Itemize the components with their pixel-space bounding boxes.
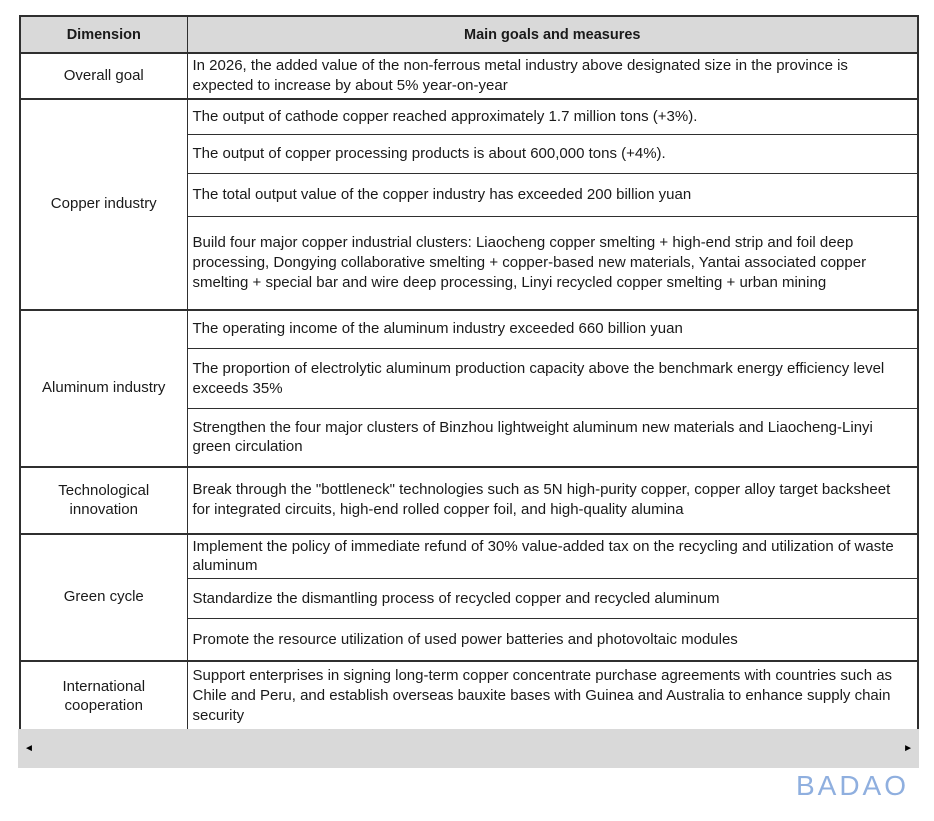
table-row [20,467,918,534]
horizontal-scrollbar[interactable] [18,729,919,768]
dimension-cell-international-cooperation: International cooperation [20,661,187,732]
measure-cell: The proportion of electrolytic aluminum production capacity above the benchmark energy efficiency level exceeds 35% [187,349,918,409]
measure-cell: Strengthen the four major clusters of Binzhou lightweight aluminum new materials and Liaocheng-Linyi green circulation [187,409,918,467]
table-row [20,661,918,732]
measure-cell: The output of copper processing products is about 600,000 tons (+4%). [187,135,918,174]
table-header-row [20,16,918,53]
table-row [20,99,918,135]
measure-cell: Support enterprises in signing long-term copper concentrate purchase agreements with countries such as Chile and Peru, and establish overseas bauxite bases with Guinea and Australia to enhance supply chain security [187,661,918,732]
scroll-right-arrow-icon[interactable]: ► [903,742,913,754]
table-row [20,53,918,99]
dimension-cell-overall-goal: Overall goal [20,53,187,99]
scroll-left-arrow-icon[interactable]: ◄ [24,742,34,754]
goals-table [19,15,919,733]
table-header-dimension: Dimension [20,16,187,53]
table-header-measures: Main goals and measures [187,16,918,53]
dimension-cell-copper-industry: Copper industry [20,99,187,310]
dimension-cell-green-cycle: Green cycle [20,534,187,661]
measure-cell: Build four major copper industrial clusters: Liaocheng copper smelting + high-end strip and foil deep processing, Dongying collaborative smelting + copper-based new materials, Yantai associated copper smelting + special bar and wire deep processing, Linyi recycled copper smelting + urban mining [187,217,918,310]
badao-watermark: BADAO [795,770,909,801]
measure-cell: The output of cathode copper reached approximately 1.7 million tons (+3%). [187,99,918,135]
measure-cell: Promote the resource utilization of used power batteries and photovoltaic modules [187,619,918,661]
measure-cell: Implement the policy of immediate refund of 30% value-added tax on the recycling and utilization of waste aluminum [187,534,918,579]
dimension-cell-aluminum-industry: Aluminum industry [20,310,187,467]
measure-cell: In 2026, the added value of the non-ferrous metal industry above designated size in the province is expected to increase by about 5% year-on-year [187,53,918,99]
measure-cell: Break through the "bottleneck" technologies such as 5N high-purity copper, copper alloy target backsheet for integrated circuits, high-end rolled copper foil, and high-quality alumina [187,467,918,534]
table-body [20,53,918,732]
measure-cell: The operating income of the aluminum industry exceeded 660 billion yuan [187,310,918,349]
measure-cell: The total output value of the copper industry has exceeded 200 billion yuan [187,174,918,217]
dimension-cell-technological-innovation: Technological innovation [20,467,187,534]
measure-cell: Standardize the dismantling process of recycled copper and recycled aluminum [187,579,918,619]
table-row [20,534,918,579]
table-row [20,310,918,349]
